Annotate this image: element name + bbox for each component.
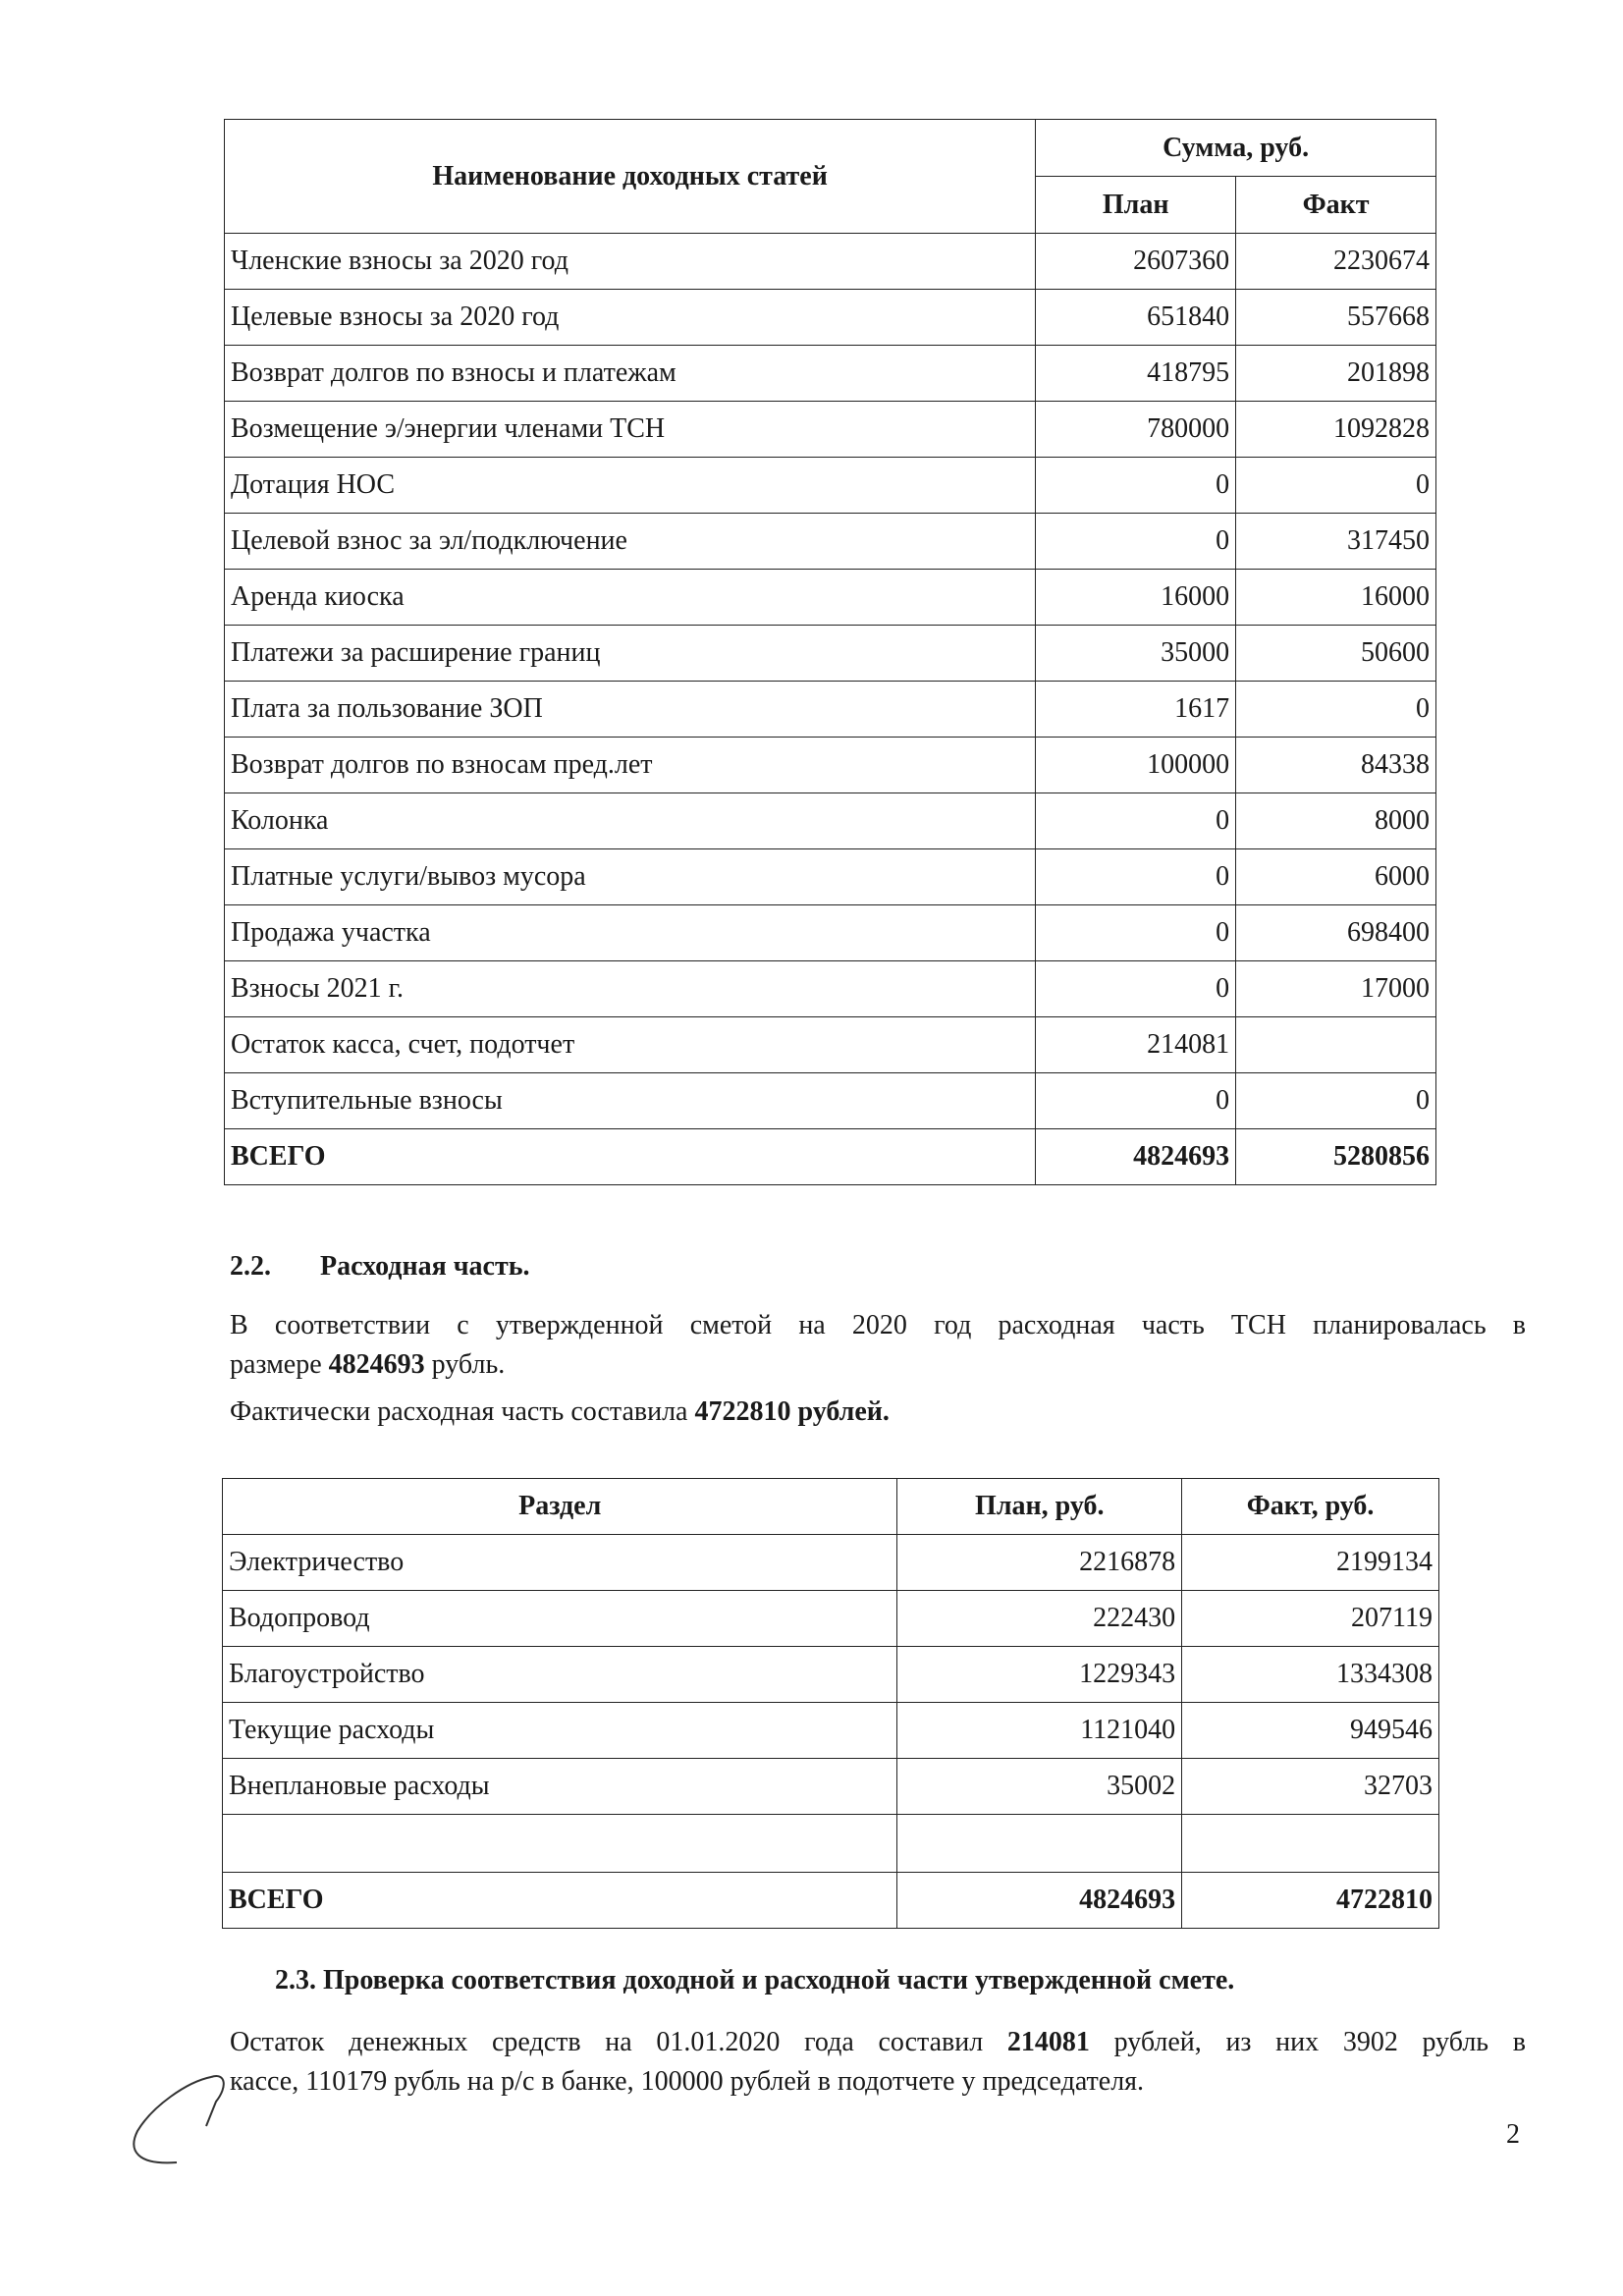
income-row [225,1073,1436,1129]
expense-row-name: Внеплановые расходы [223,1759,897,1815]
expense-total-row [223,1873,1439,1929]
income-row [225,961,1436,1017]
income-row-name: Платежи за расширение границ [225,626,1036,682]
income-row [225,738,1436,793]
income-row-name: Колонка [225,793,1036,849]
income-row-fact: 698400 [1236,905,1436,961]
section-22-plan-amount: 4824693 [328,1349,425,1380]
income-row-name: Целевые взносы за 2020 год [225,290,1036,346]
income-row [225,234,1436,290]
income-row-plan: 16000 [1036,570,1236,626]
income-row [225,1017,1436,1073]
expense-row-plan: 1229343 [897,1647,1182,1703]
income-row-plan: 780000 [1036,402,1236,458]
income-row-fact: 50600 [1236,626,1436,682]
income-row-name: Платные услуги/вывоз мусора [225,849,1036,905]
income-total-row [225,1129,1436,1185]
section-22-fact-amount: 4722810 рублей. [694,1396,890,1427]
income-row-name: Дотация НОС [225,458,1036,514]
income-row-plan: 0 [1036,458,1236,514]
income-row-fact: 6000 [1236,849,1436,905]
section-22-number: 2.2. [230,1251,271,1282]
section-23-line1-suffix: рублей, из них 3902 рубль в [1089,2027,1526,2057]
expense-empty-row [223,1815,1439,1873]
income-row-plan: 0 [1036,793,1236,849]
expense-row [223,1535,1439,1591]
income-row-plan: 1617 [1036,682,1236,738]
expense-row-plan: 222430 [897,1591,1182,1647]
income-row-name: Возмещение э/энергии членами ТСН [225,402,1036,458]
expense-row-name: Текущие расходы [223,1703,897,1759]
income-row-plan: 0 [1036,514,1236,570]
income-row [225,514,1436,570]
income-row-fact [1236,1017,1436,1073]
section-22-line3-prefix: Фактически расходная часть составила [230,1396,695,1427]
income-row [225,626,1436,682]
expense-total-fact: 4722810 [1182,1873,1439,1929]
income-row-fact: 2230674 [1236,234,1436,290]
income-row-fact: 8000 [1236,793,1436,849]
income-row-plan: 214081 [1036,1017,1236,1073]
income-row [225,570,1436,626]
expense-row-fact: 1334308 [1182,1647,1439,1703]
expense-row-plan: 1121040 [897,1703,1182,1759]
expense-header-plan: План, руб. [897,1479,1182,1535]
income-row [225,458,1436,514]
income-row-name: Целевой взнос за эл/подключение [225,514,1036,570]
expense-row-plan: 35002 [897,1759,1182,1815]
expense-row-name: Благоустройство [223,1647,897,1703]
expense-row-fact: 2199134 [1182,1535,1439,1591]
income-total-label: ВСЕГО [225,1129,1036,1185]
expense-row-fact: 32703 [1182,1759,1439,1815]
income-row-name: Возврат долгов по взносам пред.лет [225,738,1036,793]
income-total-fact: 5280856 [1236,1129,1436,1185]
section-23-line1-prefix: Остаток денежных средств на 01.01.2020 года составил [230,2027,1007,2057]
income-row-name: Аренда киоска [225,570,1036,626]
income-header-name: Наименование доходных статей [225,120,1036,234]
income-row [225,793,1436,849]
income-row-fact: 0 [1236,458,1436,514]
income-row-plan: 35000 [1036,626,1236,682]
income-row-fact: 557668 [1236,290,1436,346]
income-row [225,290,1436,346]
expense-row [223,1759,1439,1815]
income-row-name: Плата за пользование ЗОП [225,682,1036,738]
income-row-name: Взносы 2021 г. [225,961,1036,1017]
section-22-heading [230,1247,530,1286]
page-number: 2 [1506,2119,1520,2150]
expense-row [223,1703,1439,1759]
expense-header-fact: Факт, руб. [1182,1479,1439,1535]
income-row-plan: 0 [1036,961,1236,1017]
section-23-heading: 2.3. Проверка соответствия доходной и расходной части утвержденной смете. [275,1965,1235,1995]
expense-row [223,1591,1439,1647]
income-row [225,402,1436,458]
income-table [224,119,1436,1185]
income-row-name: Продажа участка [225,905,1036,961]
section-23-balance-amount: 214081 [1006,2027,1090,2057]
income-row-fact: 1092828 [1236,402,1436,458]
section-23-line1 [230,2023,1526,2062]
income-header-plan: План [1036,177,1236,234]
section-22-line2-prefix: размере [230,1349,329,1380]
section-22-line1: В соответствии с утвержденной сметой на 2020 год расходная часть ТСН планировалась в [230,1310,1526,1340]
expense-table [222,1478,1439,1929]
income-row-fact: 0 [1236,1073,1436,1129]
income-row-plan: 2607360 [1036,234,1236,290]
income-row-plan: 418795 [1036,346,1236,402]
income-row-fact: 17000 [1236,961,1436,1017]
income-row [225,346,1436,402]
income-row-fact: 16000 [1236,570,1436,626]
income-row-fact: 317450 [1236,514,1436,570]
section-22-title: Расходная часть. [320,1251,530,1282]
expense-row-name: Электричество [223,1535,897,1591]
expense-row-fact: 207119 [1182,1591,1439,1647]
section-23-line2: кассе, 110179 рубль на р/с в банке, 100000 рублей в подотчете у председателя. [230,2066,1145,2097]
section-22-line2-suffix: рубль. [424,1349,506,1380]
expense-row-plan: 2216878 [897,1535,1182,1591]
signature-mark [118,2052,255,2180]
expense-total-label: ВСЕГО [223,1873,897,1929]
expense-row [223,1647,1439,1703]
income-row [225,682,1436,738]
expense-total-plan: 4824693 [897,1873,1182,1929]
expense-row-name: Водопровод [223,1591,897,1647]
income-header-sum: Сумма, руб. [1036,120,1436,177]
income-row [225,905,1436,961]
expense-row-fact: 949546 [1182,1703,1439,1759]
income-row-fact: 201898 [1236,346,1436,402]
income-row-fact: 84338 [1236,738,1436,793]
income-row [225,849,1436,905]
income-row-name: Членские взносы за 2020 год [225,234,1036,290]
expense-header-section: Раздел [223,1479,897,1535]
income-row-plan: 0 [1036,905,1236,961]
income-row-plan: 651840 [1036,290,1236,346]
expense-body [223,1535,1439,1815]
income-row-name: Вступительные взносы [225,1073,1036,1129]
income-row-name: Возврат долгов по взносы и платежам [225,346,1036,402]
income-row-plan: 100000 [1036,738,1236,793]
income-row-plan: 0 [1036,1073,1236,1129]
income-header-fact: Факт [1236,177,1436,234]
section-22-line3 [230,1393,890,1432]
income-row-plan: 0 [1036,849,1236,905]
income-total-plan: 4824693 [1036,1129,1236,1185]
income-row-name: Остаток касса, счет, подотчет [225,1017,1036,1073]
section-22-line2 [230,1345,505,1385]
income-row-fact: 0 [1236,682,1436,738]
income-body [225,234,1436,1129]
